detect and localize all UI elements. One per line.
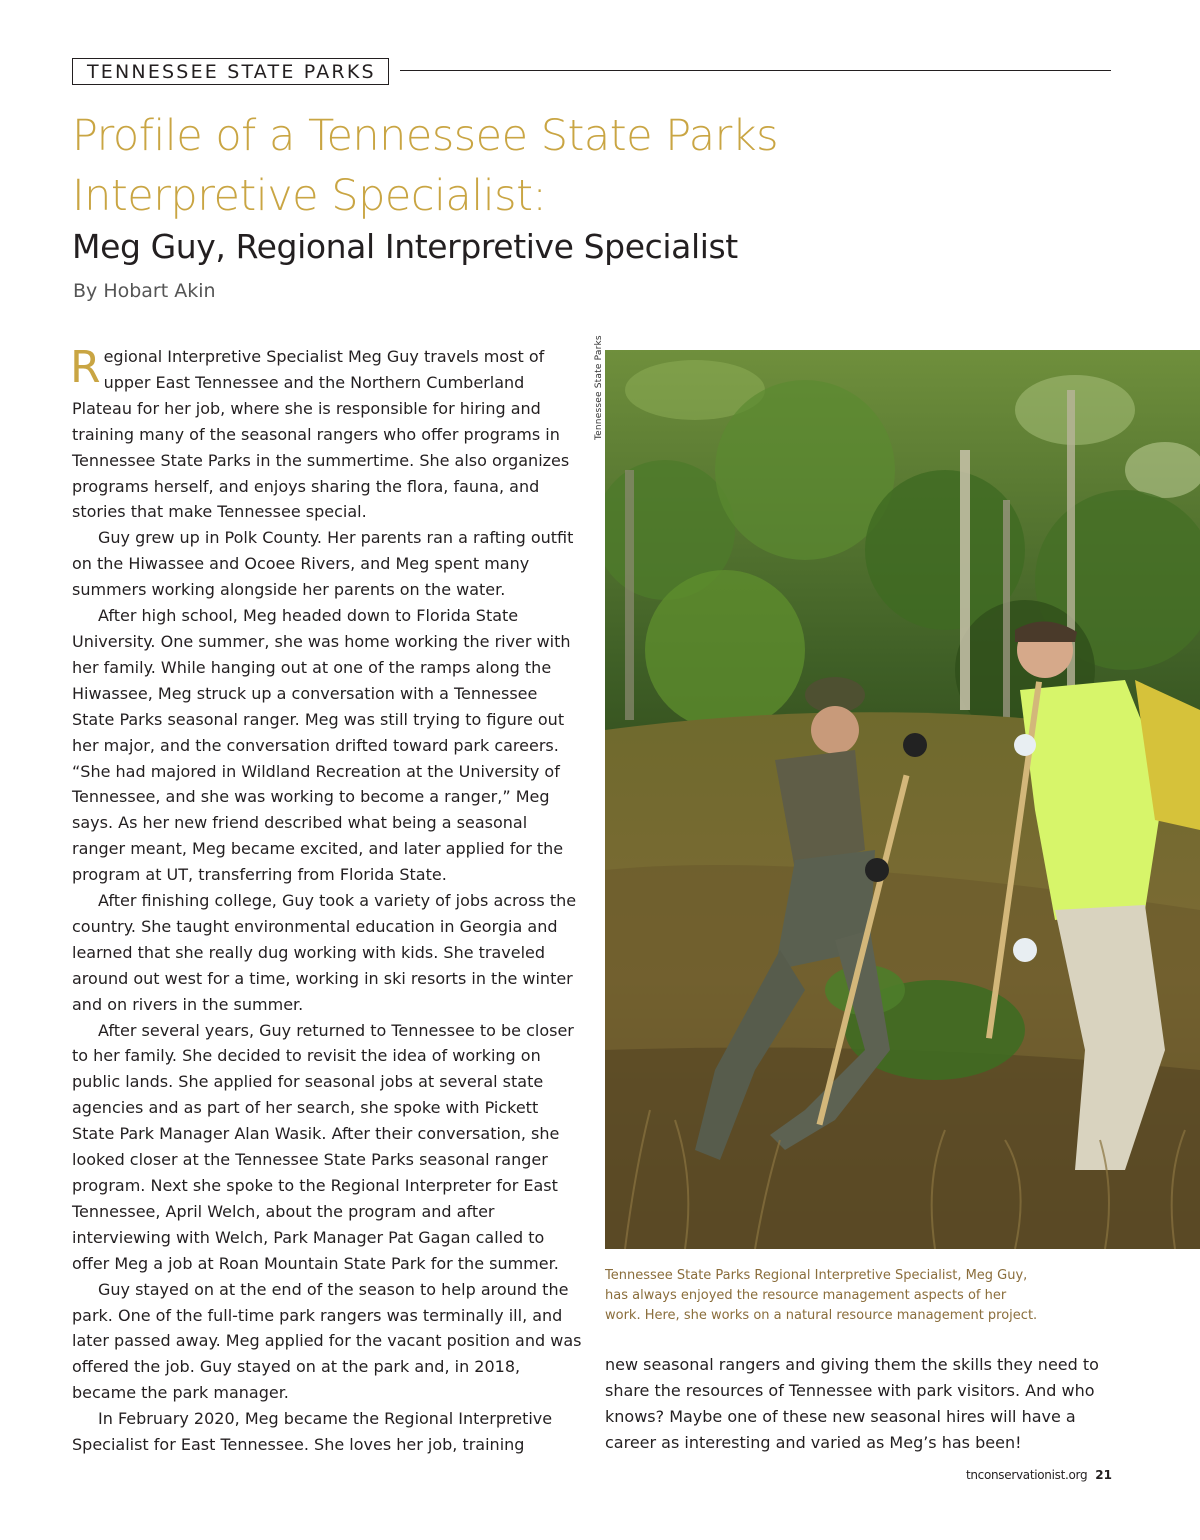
article-continuation: new seasonal rangers and giving them the skills they need to share the resources of Tennessee with park visitors. And who knows? Maybe one of these new seasonal hires will have a career as interesting and varied as Meg’s has been! xyxy=(605,1355,1099,1452)
article-paragraph-1 xyxy=(72,344,582,525)
article-paragraph-4: After finishing college, Guy took a variety of jobs across the country. She taught environmental education in Georgia and learned that she really dug working with kids. She traveled around out west for a time, working in ski resorts in the winter and on rivers in the summer. xyxy=(72,891,577,1014)
article-body-column xyxy=(72,344,582,1458)
article-paragraph-6: Guy stayed on at the end of the season to help around the park. One of the full-time park rangers was terminally ill, and later passed away. Meg applied for the vacant position and was offered the job. Guy stayed on at the park and, in 2018, became the park manager. xyxy=(72,1279,582,1403)
byline: By Hobart Akin xyxy=(73,280,216,302)
article-title: Profile of a Tennessee State Parks Interpretive Specialist: xyxy=(72,111,779,221)
article-continuation-column xyxy=(605,1352,1125,1456)
dropcap: R xyxy=(70,342,101,393)
photo-illustration xyxy=(605,350,1200,1249)
article-paragraph-2: Guy grew up in Polk County. Her parents ran a rafting outfit on the Hiwassee and Ocoee Rivers, and Meg spent many summers working alongside her parents on the water. xyxy=(72,528,574,600)
page-footer xyxy=(966,1468,1112,1482)
section-tag: TENNESSEE STATE PARKS xyxy=(72,58,389,85)
article-paragraph-5: After several years, Guy returned to Tennessee to be closer to her family. She decided to revisit the idea of working on public lands. She applied for seasonal jobs at several state agencies and as part of her search, she spoke with Pickett State Park Manager Alan Wasik. After their conversation, she looked closer at the Tennessee State Parks seasonal ranger program. Next she spoke to the Regional Interpreter for East Tennessee, April Welch, about the program and after interviewing with Welch, Park Manager Pat Gagan called to offer Meg a job at Roan Mountain State Park for the summer. xyxy=(72,1020,574,1273)
page-number: 21 xyxy=(1095,1468,1112,1482)
photo-credit: Tennessee State Parks xyxy=(594,335,604,440)
footer-url: tnconservationist.org xyxy=(965,1468,1088,1482)
article-paragraph-7: In February 2020, Meg became the Regional Interpretive Specialist for East Tennessee. She loves her job, training xyxy=(72,1409,553,1455)
photo-caption: Tennessee State Parks Regional Interpretive Specialist, Meg Guy, has always enjoyed the resource management aspects of her work. Here, she works on a natural resource management project. xyxy=(605,1268,1038,1323)
article-photo xyxy=(605,350,1200,1249)
article-subtitle: Meg Guy, Regional Interpretive Specialist xyxy=(72,227,738,266)
article-paragraph-3: After high school, Meg headed down to Florida State University. One summer, she was home working the river with her family. While hanging out at one of the ramps along the Hiwassee, Meg struck up a conversation with a Tennessee State Parks seasonal ranger. Meg was still trying to figure out her major, and the conversation drifted toward park careers. “She had majored in Wildland Recreation at the University of Tennessee, and she was working to become a ranger,” Meg says. As her new friend described what being a seasonal ranger meant, Meg became excited, and later applied for the program at UT, transferring from Florida State. xyxy=(72,606,571,885)
paragraph-text: egional Interpretive Specialist Meg Guy travels most of upper East Tennessee and the Northern Cumberland Plateau for her job, where she is responsible for hiring and training many of the seasonal rangers who offer programs in Tennessee State Parks in the summertime. She also organizes programs herself, and enjoys sharing the flora, fauna, and stories that make Tennessee special. xyxy=(72,347,570,522)
section-rule xyxy=(400,70,1111,71)
